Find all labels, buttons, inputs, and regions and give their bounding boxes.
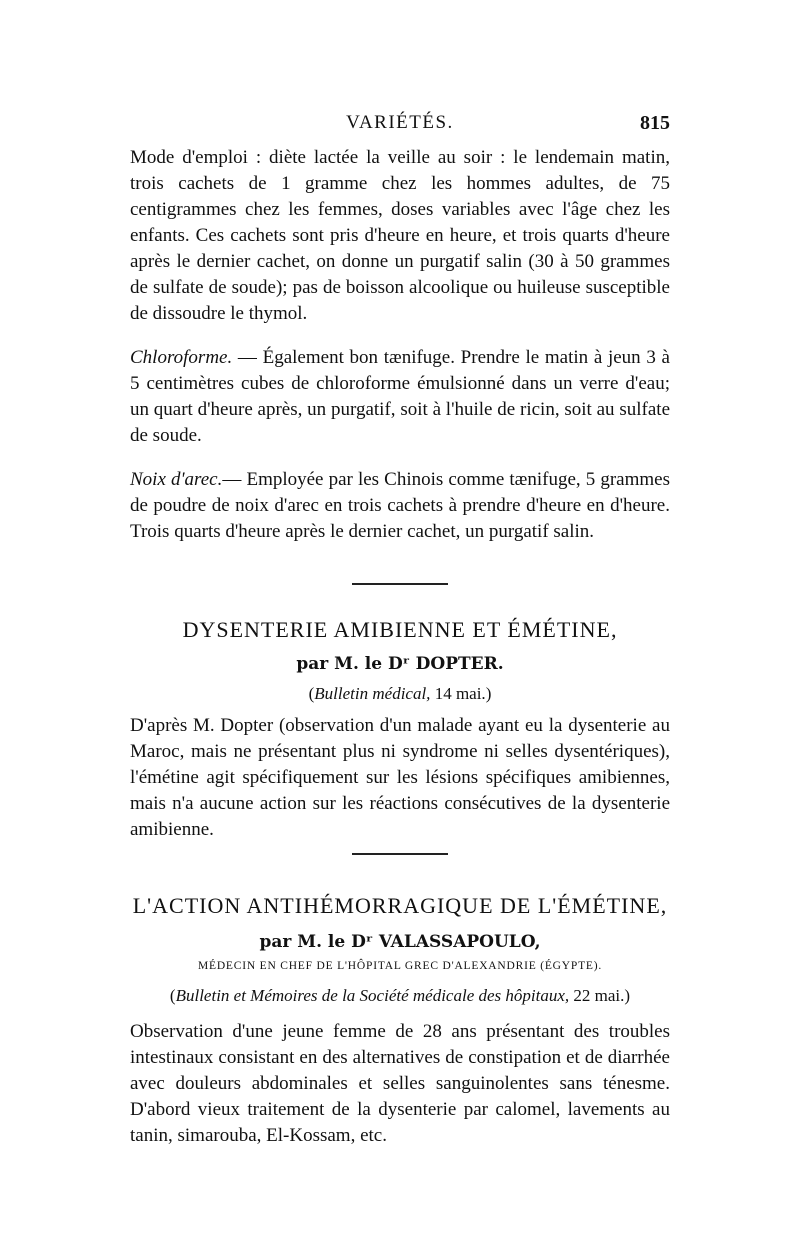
paren-close: ) bbox=[624, 986, 631, 1005]
paren-close: ) bbox=[485, 684, 492, 703]
source-date: 14 mai. bbox=[430, 684, 486, 703]
spacer bbox=[130, 855, 670, 891]
article-2-title: L'ACTION ANTIHÉMORRAGIQUE DE L'ÉMÉTINE, bbox=[132, 893, 668, 918]
page-header bbox=[130, 112, 670, 142]
article-1-byline: par M. le Dʳ DOPTER. bbox=[296, 654, 504, 674]
intro-paragraph-noix-arec bbox=[130, 467, 670, 545]
spacer bbox=[130, 843, 670, 853]
article-1-source bbox=[130, 681, 670, 707]
article-2-byline: par M. le Dʳ VALASSAPOULO, bbox=[259, 932, 541, 952]
page-body bbox=[130, 145, 670, 1149]
article-1-title: DYSENTERIE AMIBIENNE ET ÉMÉTINE, bbox=[182, 617, 618, 642]
lead-term-noix-arec: Noix d'arec. bbox=[130, 469, 223, 490]
article-2-body: Observation d'une jeune femme de 28 ans présentant des troubles intestinaux consistant en des alternatives de constipation et de diarrhée avec douleurs abdominales et selles sanguinolentes sans ténesme. D'abord vieux traitement de la dysenterie par calomel, lavements au tanin, simarouba, El-Kossam, etc. bbox=[130, 1021, 670, 1146]
page-number: 815 bbox=[640, 112, 670, 134]
spacer bbox=[130, 921, 670, 929]
paragraph-text: — Employée par les Chinois comme tænifuge, 5 grammes de poudre de noix d'arec en trois cachets à prendre d'heure en d'heure. Trois quarts d'heure après le dernier cachet, un purgatif salin. bbox=[130, 469, 670, 542]
spacer bbox=[130, 1009, 670, 1019]
running-title: VARIÉTÉS. bbox=[346, 112, 454, 133]
source-journal: Bulletin et Mémoires de la Société médicale des hôpitaux, bbox=[175, 986, 570, 1005]
article-2-affiliation: MÉDECIN EN CHEF DE L'HÔPITAL GREC D'ALEXANDRIE (ÉGYPTE). bbox=[197, 960, 603, 972]
lead-term-chloroforme: Chloroforme. bbox=[130, 347, 233, 368]
article-2-source bbox=[130, 983, 670, 1009]
spacer bbox=[130, 545, 670, 583]
intro-paragraph-chloroforme bbox=[130, 345, 670, 449]
intro-paragraph-mode-emploi: Mode d'emploi : diète lactée la veille au soir : le lendemain matin, trois cachets de 1 gramme chez les hommes adultes, de 75 centigrammes chez les femmes, doses variables avec l'âge chez les enfants. Ces cachets sont pris d'heure en heure, et trois quarts d'heure après le dernier cachet, on donne un purgatif salin (30 à 50 grammes de sulfate de soude); pas de boisson alcoolique ou huileuse susceptible de dissoudre le thymol. bbox=[130, 147, 670, 324]
spacer bbox=[130, 449, 670, 467]
spacer bbox=[130, 327, 670, 345]
paren-open: ( bbox=[169, 986, 176, 1005]
paren-open: ( bbox=[308, 684, 315, 703]
article-1-body: D'après M. Dopter (observation d'un malade ayant eu la dysenterie au Maroc, mais ne présentant plus ni syndrome ni selles dysentériques), l'émétine agit spécifiquement sur les lésions spécifiques amibiennes, mais n'a aucune action sur les réactions consécutives de la dysenterie amibienne. bbox=[130, 715, 670, 840]
spacer bbox=[130, 585, 670, 615]
source-journal: Bulletin médical, bbox=[314, 684, 431, 703]
paragraph-text: — Également bon tænifuge. Prendre le matin à jeun 3 à 5 centimètres cubes de chloroforme émulsionné dans un verre d'eau; un quart d'heure après, un purgatif, soit à l'huile de ricin, soit au sulfate de soude. bbox=[130, 347, 670, 446]
source-date: 22 mai. bbox=[569, 986, 625, 1005]
